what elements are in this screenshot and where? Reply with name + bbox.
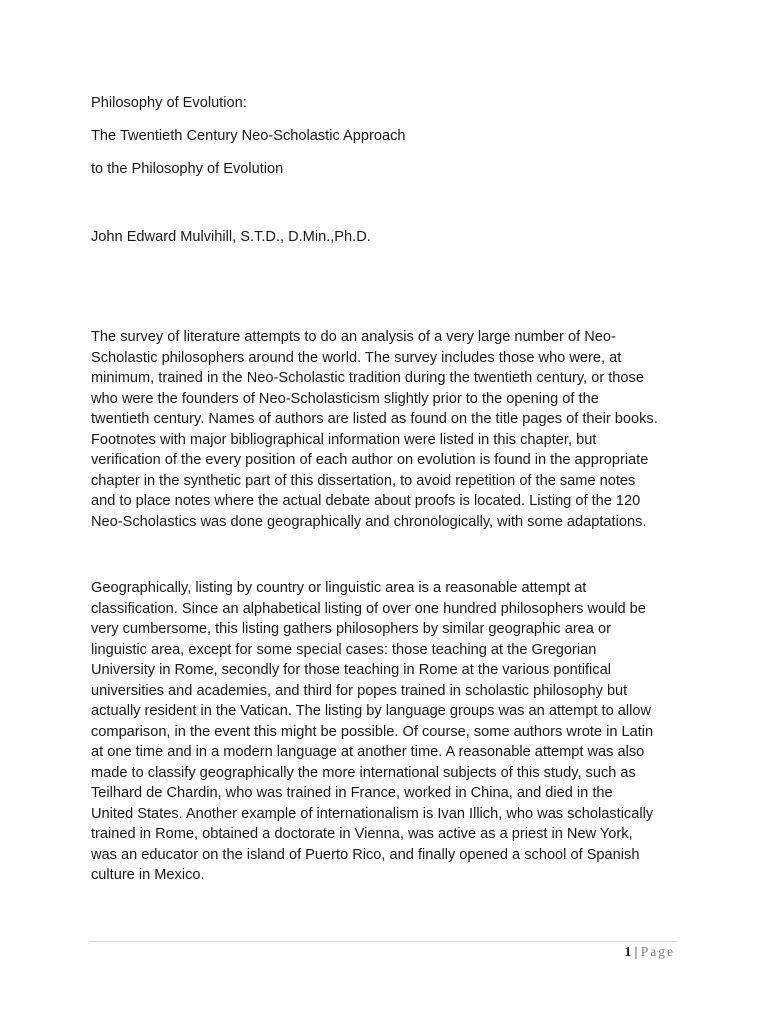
paragraph-line: linguistic area, except for some special cases: those teaching at the Gregorian xyxy=(91,641,597,658)
paragraph-line: twentieth century. Names of authors are listed as found on the title pages of their books. xyxy=(91,411,658,427)
paragraph-line: was an educator on the island of Puerto Rico, and finally opened a school of Spanish xyxy=(91,846,640,863)
paragraph-line: at one time and in a modern language at another time. A reasonable attempt was also xyxy=(91,744,645,760)
paragraph-line: comparison, in the event this might be possible. Of course, some authors wrote in Latin xyxy=(91,723,654,740)
paragraph-line: Geographically, listing by country or linguistic area is a reasonable attempt at xyxy=(91,580,587,596)
paragraph-line: The survey of literature attempts to do an analysis of a very large number of Neo- xyxy=(91,329,616,345)
page-footer xyxy=(625,943,675,961)
footer-separator: | xyxy=(634,944,638,959)
author-line: John Edward Mulvihill, S.T.D., D.Min.,Ph.D. xyxy=(91,229,371,245)
paragraph-1 xyxy=(91,327,691,532)
paragraph-line: who were the founders of Neo-Scholasticism slightly prior to the opening of the xyxy=(91,390,599,407)
paragraph-line: classification. Since an alphabetical listing of over one hundred philosophers would be xyxy=(91,600,646,617)
paragraph-line: Teilhard de Chardin, who was trained in France, worked in China, and died in the xyxy=(91,785,613,801)
paragraph-line: trained in Rome, obtained a doctorate in Vienna, was active as a priest in New York, xyxy=(91,826,633,842)
paragraph-line: United States. Another example of internationalism is Ivan Illich, who was scholastically xyxy=(91,805,654,822)
paragraph-2 xyxy=(91,578,691,886)
paragraph-line: minimum, trained in the Neo-Scholastic tradition during the twentieth century, or those xyxy=(91,370,644,386)
paragraph-line: universities and academies, and third for popes trained in scholastic philosophy but xyxy=(91,682,628,699)
paragraph-line: Footnotes with major bibliographical information were listed in this chapter, but xyxy=(91,431,597,448)
page-label: Page xyxy=(640,944,675,959)
paragraph-line: Neo-Scholastics was done geographically and chronologically, with some adaptations. xyxy=(91,513,647,530)
paragraph-line: chapter in the synthetic part of this dissertation, to avoid repetition of the same notes xyxy=(91,472,636,489)
title-line-1: Philosophy of Evolution: xyxy=(91,95,247,111)
paragraph-line: verification of the every position of each author on evolution is found in the appropriate xyxy=(91,452,649,468)
paragraph-line: University in Rome, secondly for those teaching in Rome at the various pontifical xyxy=(91,662,611,678)
page-number: 1 xyxy=(624,944,632,959)
paragraph-line: very cumbersome, this listing gathers philosophers by similar geographic area or xyxy=(91,621,611,637)
paragraph-line: Scholastic philosophers around the world. The survey includes those who were, at xyxy=(91,349,622,366)
title-line-2: The Twentieth Century Neo-Scholastic Approach xyxy=(91,128,406,144)
title-line-3: to the Philosophy of Evolution xyxy=(91,161,284,177)
paragraph-line: actually resident in the Vatican. The listing by language groups was an attempt to allow xyxy=(91,703,652,719)
footer-divider xyxy=(89,941,677,942)
paragraph-line: and to place notes where the actual debate about proofs is located. Listing of the 120 xyxy=(91,493,641,509)
paragraph-line: culture in Mexico. xyxy=(91,867,205,883)
paragraph-line: made to classify geographically the more international subjects of this study, such as xyxy=(91,764,636,781)
